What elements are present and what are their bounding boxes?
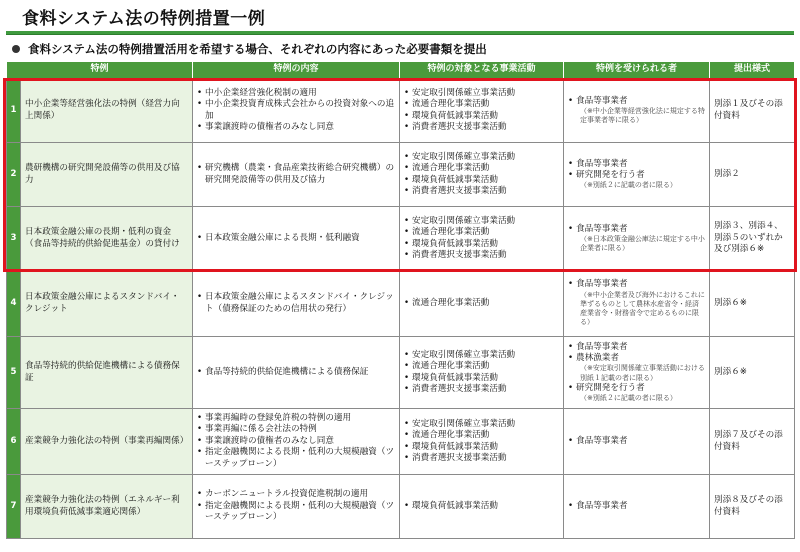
eligible-parties bbox=[564, 143, 710, 207]
eligible-item: （※中小企業者及び海外におけるこれに準ずるものとして農林水産省令・経済産業省令・財務省令で定めるものに限る） bbox=[580, 290, 705, 327]
target-activities bbox=[400, 409, 564, 475]
target-activities bbox=[400, 207, 564, 271]
title-underline bbox=[6, 31, 794, 35]
submission-form: 別添８及びその添付資料 bbox=[710, 475, 795, 539]
activity-list bbox=[404, 152, 559, 197]
row-number: 4 bbox=[7, 271, 21, 337]
measure-content bbox=[193, 409, 400, 475]
bullet-icon bbox=[12, 45, 20, 53]
content-item: • 事業再編時の登録免許税の特例の適用 bbox=[197, 413, 395, 424]
table-header-row bbox=[7, 62, 795, 79]
activity-item: • 消費者選択支援事業活動 bbox=[404, 122, 559, 133]
measure-content bbox=[193, 337, 400, 409]
eligible-item: • 食品等事業者 bbox=[568, 159, 705, 170]
row-number: 7 bbox=[7, 475, 21, 539]
table-row bbox=[7, 337, 795, 409]
target-activities bbox=[400, 271, 564, 337]
activity-list bbox=[404, 88, 559, 133]
eligible-item: （※中小企業等経営強化法に規定する特定事業者等に限る） bbox=[580, 106, 705, 125]
content-item: • 研究機構（農業・食品産業技術総合研究機構）の研究開発設備等の供用及び協力 bbox=[197, 163, 395, 186]
target-activities bbox=[400, 79, 564, 143]
table-row bbox=[7, 475, 795, 539]
eligible-item: • 食品等事業者 bbox=[568, 279, 705, 290]
special-measures-table bbox=[6, 61, 795, 539]
activity-item: • 流通合理化事業活動 bbox=[404, 430, 559, 441]
activity-item: • 環境負荷低減事業活動 bbox=[404, 111, 559, 122]
eligible-item: • 食品等事業者 bbox=[568, 224, 705, 235]
measure-name: 農研機構の研究開発設備等の供用及び協力 bbox=[21, 143, 193, 207]
eligible-list bbox=[568, 224, 705, 254]
eligible-item: （※日本政策金融公庫法に規定する中小企業者に限る） bbox=[580, 234, 705, 253]
eligible-item: • 食品等事業者 bbox=[568, 436, 705, 447]
activity-item: • 消費者選択支援事業活動 bbox=[404, 250, 559, 261]
submission-form: 別添３、別添４、別添５のいずれか及び別添６※ bbox=[710, 207, 795, 271]
activity-item: • 安定取引関係確立事業活動 bbox=[404, 216, 559, 227]
row-number: 2 bbox=[7, 143, 21, 207]
eligible-list bbox=[568, 501, 705, 512]
eligible-parties bbox=[564, 79, 710, 143]
eligible-item: • 食品等事業者 bbox=[568, 342, 705, 353]
header-measure: 特例 bbox=[7, 62, 193, 79]
eligible-list bbox=[568, 96, 705, 126]
measure-name: 食品等持続的供給促進機構による債務保証 bbox=[21, 337, 193, 409]
activity-item: • 安定取引関係確立事業活動 bbox=[404, 419, 559, 430]
eligible-parties bbox=[564, 271, 710, 337]
row-number: 5 bbox=[7, 337, 21, 409]
activity-item: • 消費者選択支援事業活動 bbox=[404, 186, 559, 197]
content-list bbox=[197, 292, 395, 315]
activity-list bbox=[404, 419, 559, 464]
content-list bbox=[197, 163, 395, 186]
eligible-item: （※安定取引関係確立事業活動における別紙１記載の者に限る） bbox=[580, 364, 705, 382]
activity-item: • 環境負荷低減事業活動 bbox=[404, 373, 559, 384]
eligible-list bbox=[568, 436, 705, 447]
eligible-parties bbox=[564, 337, 710, 409]
table-row bbox=[7, 271, 795, 337]
content-list bbox=[197, 489, 395, 523]
content-item: • 事業譲渡時の債権者のみなし同意 bbox=[197, 122, 395, 133]
submission-form: 別添６※ bbox=[710, 337, 795, 409]
activity-item: • 消費者選択支援事業活動 bbox=[404, 384, 559, 395]
measure-name: 中小企業等経営強化法の特例（経営力向上関係） bbox=[21, 79, 193, 143]
content-item: • 事業譲渡時の債権者のみなし同意 bbox=[197, 436, 395, 447]
eligible-item: • 食品等事業者 bbox=[568, 501, 705, 512]
eligible-item: • 研究開発を行う者 bbox=[568, 383, 705, 394]
activity-item: • 流通合理化事業活動 bbox=[404, 99, 559, 110]
subtitle-text: 食料システム法の特例措置活用を希望する場合、それぞれの内容にあった必要書類を提出 bbox=[28, 42, 487, 56]
activity-item: • 消費者選択支援事業活動 bbox=[404, 453, 559, 464]
activity-list bbox=[404, 350, 559, 395]
eligible-list bbox=[568, 279, 705, 327]
activity-item: • 環境負荷低減事業活動 bbox=[404, 442, 559, 453]
activity-list bbox=[404, 216, 559, 261]
eligible-item: • 農林漁業者 bbox=[568, 353, 705, 364]
table-body bbox=[7, 79, 795, 539]
content-item: • 日本政策金融公庫による長期・低利融資 bbox=[197, 233, 395, 244]
activity-list bbox=[404, 501, 559, 512]
content-list bbox=[197, 233, 395, 244]
header-form: 提出様式 bbox=[710, 62, 795, 79]
content-list bbox=[197, 413, 395, 470]
eligible-list bbox=[568, 159, 705, 191]
content-list bbox=[197, 367, 395, 378]
subtitle bbox=[12, 41, 487, 57]
activity-item: • 安定取引関係確立事業活動 bbox=[404, 350, 559, 361]
measure-content bbox=[193, 143, 400, 207]
eligible-item: • 研究開発を行う者 bbox=[568, 170, 705, 181]
header-eligible: 特例を受けられる者 bbox=[564, 62, 710, 79]
header-content: 特例の内容 bbox=[193, 62, 400, 79]
page-title: 食料システム法の特例措置一例 bbox=[22, 9, 266, 29]
header-activities: 特例の対象となる事業活動 bbox=[400, 62, 564, 79]
measure-content bbox=[193, 79, 400, 143]
content-list bbox=[197, 88, 395, 133]
measure-content bbox=[193, 271, 400, 337]
row-number: 1 bbox=[7, 79, 21, 143]
content-item: • 中小企業経営強化税制の適用 bbox=[197, 88, 395, 99]
submission-form: 別添２ bbox=[710, 143, 795, 207]
table-row bbox=[7, 409, 795, 475]
content-item: • 事業再編に係る会社法の特例 bbox=[197, 424, 395, 435]
activity-item: • 環境負荷低減事業活動 bbox=[404, 501, 559, 512]
target-activities bbox=[400, 143, 564, 207]
activity-item: • 流通合理化事業活動 bbox=[404, 163, 559, 174]
content-item: • 日本政策金融公庫によるスタンドバイ・クレジット（債務保証のための信用状の発行） bbox=[197, 292, 395, 315]
table-row bbox=[7, 79, 795, 143]
content-item: • 食品等持続的供給促進機構による債務保証 bbox=[197, 367, 395, 378]
eligible-item: （※別紙２に記載の者に限る） bbox=[580, 181, 677, 190]
row-number: 6 bbox=[7, 409, 21, 475]
content-item: • 指定金融機関による長期・低利の大規模融資（ツーステップローン） bbox=[197, 501, 395, 524]
eligible-parties bbox=[564, 409, 710, 475]
activity-item: • 流通合理化事業活動 bbox=[404, 227, 559, 238]
activity-item: • 流通合理化事業活動 bbox=[404, 298, 559, 309]
measure-content bbox=[193, 207, 400, 271]
activity-item: • 環境負荷低減事業活動 bbox=[404, 239, 559, 250]
activity-item: • 環境負荷低減事業活動 bbox=[404, 175, 559, 186]
submission-form: 別添７及びその添付資料 bbox=[710, 409, 795, 475]
eligible-parties bbox=[564, 207, 710, 271]
measure-name: 産業競争力強化法の特例（事業再編関係） bbox=[21, 409, 193, 475]
eligible-list bbox=[568, 342, 705, 404]
target-activities bbox=[400, 337, 564, 409]
activity-item: • 流通合理化事業活動 bbox=[404, 361, 559, 372]
content-item: • カーボンニュートラル投資促進税制の適用 bbox=[197, 489, 395, 500]
activity-item: • 安定取引関係確立事業活動 bbox=[404, 152, 559, 163]
eligible-item: （※別紙２に記載の者に限る） bbox=[580, 394, 677, 403]
content-item: • 中小企業投資育成株式会社からの投資対象への追加 bbox=[197, 99, 395, 122]
target-activities bbox=[400, 475, 564, 539]
row-number: 3 bbox=[7, 207, 21, 271]
measure-name: 日本政策金融公庫の長期・低利の資金（食品等持続的供給促進基金）の貸付け bbox=[21, 207, 193, 271]
submission-form: 別添１及びその添付資料 bbox=[710, 79, 795, 143]
eligible-parties bbox=[564, 475, 710, 539]
measure-content bbox=[193, 475, 400, 539]
measure-name: 産業競争力強化法の特例（エネルギー利用環境負荷低減事業適応関係） bbox=[21, 475, 193, 539]
eligible-item: • 食品等事業者 bbox=[568, 96, 705, 107]
activity-list bbox=[404, 298, 559, 309]
table-row bbox=[7, 143, 795, 207]
submission-form: 別添６※ bbox=[710, 271, 795, 337]
table-row bbox=[7, 207, 795, 271]
content-item: • 指定金融機関による長期・低利の大規模融資（ツーステップローン） bbox=[197, 447, 395, 470]
activity-item: • 安定取引関係確立事業活動 bbox=[404, 88, 559, 99]
measure-name: 日本政策金融公庫によるスタンドバイ・クレジット bbox=[21, 271, 193, 337]
